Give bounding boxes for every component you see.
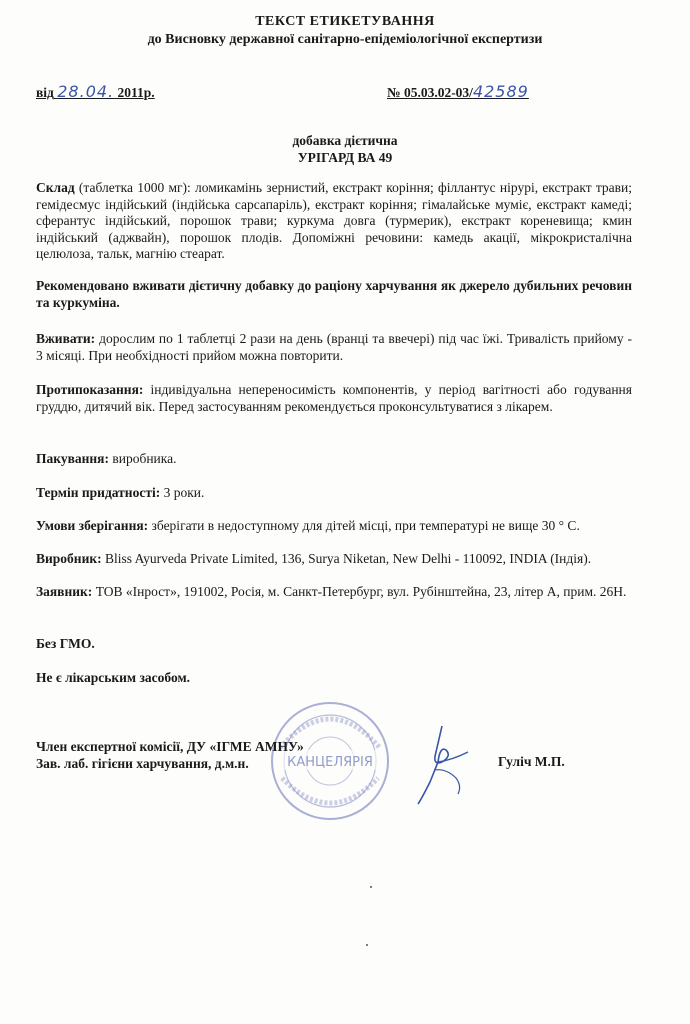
contraindications-label: Протипоказання:: [36, 382, 144, 397]
signatory-position: Член експертної комісії, ДУ «ІГМЕ АМНУ»: [36, 739, 304, 754]
packaging-label: Пакування:: [36, 451, 109, 466]
gmo-statement: Без ГМО.: [36, 636, 95, 651]
date-prefix: від: [36, 85, 54, 100]
contraindications-text: індивідуальна непереносимість компонентів, у період вагітності або годування груддю, дитячий вік. Перед застосуванням рекомендується проконсультуватися з лікарем.: [36, 382, 632, 414]
storage-label: Умови зберігання:: [36, 518, 149, 533]
document-subtitle: до Висновку державної санітарно-епідеміологічної експертизи: [147, 32, 543, 47]
signatory-title: Зав. лаб. гігієни харчування, д.м.н.: [36, 756, 249, 771]
recommendation-paragraph: Рекомендовано вживати дієтичну добавку до раціону харчування як джерело дубильних речовин та куркуміна.: [36, 278, 632, 310]
applicant-paragraph: [36, 584, 632, 601]
usage-label: Вживати:: [36, 331, 96, 346]
product-name: УРІГАРД ВА 49: [297, 150, 393, 165]
scan-speck: [370, 886, 372, 888]
composition-label: Склад: [36, 180, 75, 195]
manufacturer-paragraph: [36, 551, 632, 568]
product-type: добавка дієтична: [292, 133, 398, 148]
handwritten-number: 42589: [472, 82, 529, 101]
office-stamp: [266, 700, 394, 822]
handwritten-signature: [412, 722, 482, 806]
document-title: ТЕКСТ ЕТИКЕТУВАННЯ: [255, 14, 435, 29]
signatory-name: Гуліч М.П.: [498, 754, 565, 769]
contraindications-paragraph: [36, 382, 632, 415]
shelf-life-text: 3 роки.: [160, 485, 205, 500]
shelf-life-label: Термін придатності:: [36, 485, 161, 500]
reference-date: [36, 82, 155, 101]
composition-paragraph: [36, 180, 632, 263]
handwritten-date: 28.04.: [57, 82, 115, 101]
usage-text: дорослим по 1 таблетці 2 рази на день (вранці та ввечері) під час їжі. Тривалість прийому - 3 місяці. При необхідності прийом можна повторити.: [36, 331, 632, 363]
shelf-life-paragraph: [36, 485, 632, 502]
stamp-text: КАНЦЕЛЯРІЯ: [287, 755, 373, 770]
composition-text: (таблетка 1000 мг): ломикамінь зернистий, екстракт коріння; філлантус нірурі, екстракт трави; гемідесмус індійський (індійська сарсапаріль), екстракт коріння; гімалайське муміє, екстракт камеді; сферантус індійський, порошок трави; куркума довга (турмерик), екстракт кореневища; кмин індійський (аджвайн), порошок плодів. Допоміжні речовини: камедь акації, мікрокристалічна целюлоза, тальк, магнію стеарат.: [36, 180, 632, 261]
applicant-label: Заявник:: [36, 584, 93, 599]
scan-speck: [366, 944, 368, 946]
date-suffix: 2011р.: [117, 85, 155, 100]
packaging-paragraph: [36, 451, 632, 468]
storage-text: зберігати в недоступному для дітей місці, при температурі не вище 30 ° С.: [148, 518, 580, 533]
manufacturer-label: Виробник:: [36, 551, 102, 566]
packaging-text: виробника.: [108, 451, 177, 466]
usage-paragraph: [36, 331, 632, 364]
reference-number: [387, 82, 529, 101]
manufacturer-text: Bliss Ayurveda Private Limited, 136, Surya Niketan, New Delhi - 110092, INDIA (Індія).: [101, 551, 592, 566]
storage-paragraph: [36, 518, 632, 535]
not-medicine-statement: Не є лікарським засобом.: [36, 670, 191, 685]
applicant-text: ТОВ «Інрост», 191002, Росія, м. Санкт-Петербург, вул. Рубінштейна, 23, літер А, прим. 26Н.: [92, 584, 627, 599]
number-prefix: № 05.03.02-03/: [387, 85, 473, 100]
